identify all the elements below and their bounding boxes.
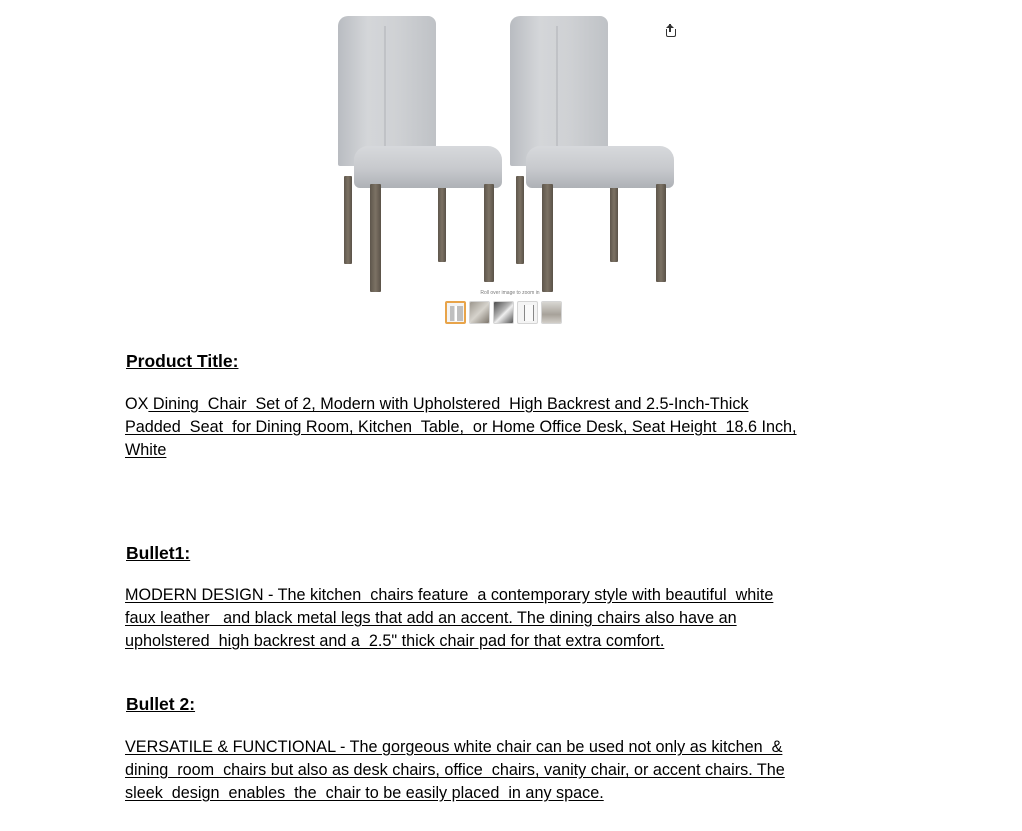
bullet2-line-3: sleek design enables the chair to be easily placed in any space. xyxy=(125,784,604,802)
thumbnail-strip xyxy=(445,301,562,324)
bullet1-heading: Bullet1: xyxy=(126,543,191,563)
bullet2-text xyxy=(125,736,855,805)
bullet1-line-3: upholstered high backrest and a 2.5" thick chair pad for that extra comfort. xyxy=(125,632,665,650)
share-icon[interactable] xyxy=(665,24,677,38)
thumbnail-4[interactable] xyxy=(517,301,538,324)
product-title-prefix: OX xyxy=(125,395,149,413)
bullet2-line-1: VERSATILE & FUNCTIONAL - The gorgeous white chair can be used not only as kitchen & xyxy=(125,738,783,756)
thumbnail-1[interactable] xyxy=(445,301,466,324)
product-title-line-1 xyxy=(125,393,855,416)
chair-left-image xyxy=(334,16,506,294)
product-title-line-2: Padded Seat for Dining Room, Kitchen Table, or Home Office Desk, Seat Height 18.6 Inch, xyxy=(125,418,797,436)
bullet1-text xyxy=(125,584,855,653)
thumbnail-5[interactable] xyxy=(541,301,562,324)
product-title-line-3: White xyxy=(125,441,167,459)
bullet1-line-2: faux leather and black metal legs that add an accent. The dining chairs also have an xyxy=(125,609,737,627)
product-main-image[interactable] xyxy=(330,12,690,294)
thumbnail-3[interactable] xyxy=(493,301,514,324)
product-title-text xyxy=(125,393,855,462)
bullet2-line-2: dining room chairs but also as desk chairs, office chairs, vanity chair, or accent chairs. The xyxy=(125,761,785,779)
chair-right-image xyxy=(506,16,678,294)
bullet2-heading: Bullet 2: xyxy=(126,694,196,714)
thumbnail-2[interactable] xyxy=(469,301,490,324)
product-title-heading: Product Title: xyxy=(126,351,239,371)
bullet1-line-1: MODERN DESIGN - The kitchen chairs feature a contemporary style with beautiful white xyxy=(125,586,774,604)
product-image-gallery xyxy=(320,0,700,335)
zoom-caption: Roll over image to zoom in xyxy=(480,290,540,296)
product-title-line-1-text: Dining Chair Set of 2, Modern with Upholstered High Backrest and 2.5-Inch-Thick xyxy=(148,395,749,413)
